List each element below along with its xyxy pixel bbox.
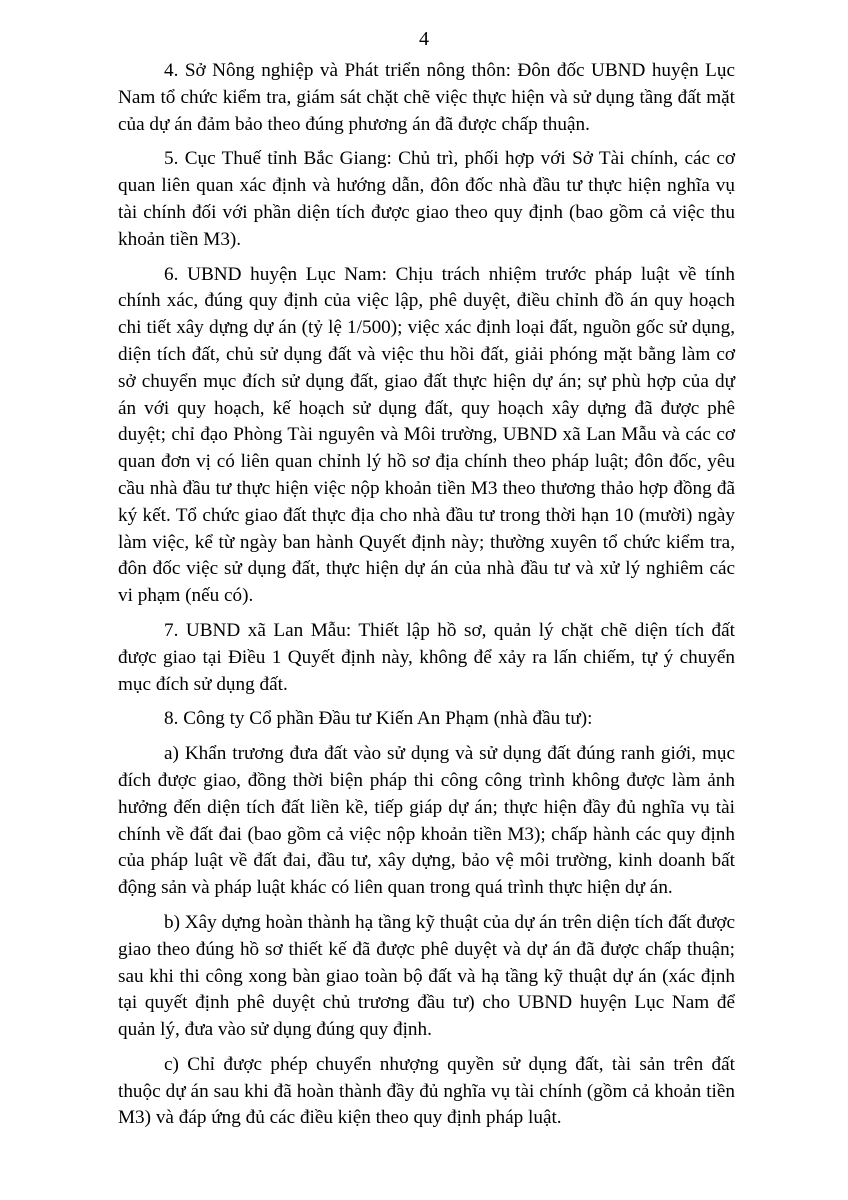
paragraph-section-4: 4. Sở Nông nghiệp và Phát triển nông thôn: Đôn đốc UBND huyện Lục Nam tổ chức kiểm tra, giám sát chặt chẽ việc thực hiện và sử dụng tầng đất mặt của dự án đảm bảo theo đúng phương án đã được chấp thuận. bbox=[118, 60, 735, 135]
paragraph-section-8-heading: 8. Công ty Cổ phần Đầu tư Kiến An Phạm (nhà đầu tư): bbox=[164, 708, 593, 730]
paragraph-section-8b: b) Xây dựng hoàn thành hạ tầng kỹ thuật của dự án trên diện tích đất được giao theo đúng hồ sơ thiết kế đã được phê duyệt và dự án đã được chấp thuận; sau khi thi công xong bàn giao toàn bộ đất và hạ tầng kỹ thuật dự án (xác định tại quyết định phê duyệt chủ trương đầu tư) cho UBND huyện Lục Nam để quản lý, đưa vào sử dụng đúng quy định. bbox=[118, 911, 735, 1041]
page-number: 4 bbox=[419, 28, 429, 50]
paragraph-section-8a: a) Khẩn trương đưa đất vào sử dụng và sử dụng đất đúng ranh giới, mục đích được giao, đồng thời biện pháp thi công công trình không được làm ảnh hưởng đến diện tích đất liền kề, tiếp giáp dự án; thực hiện đầy đủ nghĩa vụ tài chính về đất đai (bao gồm cả việc nộp khoản tiền M3); chấp hành các quy định của pháp luật về đất đai, đầu tư, xây dựng, bảo vệ môi trường, kinh doanh bất động sản và pháp luật khác có liên quan trong quá trình thực hiện dự án. bbox=[118, 743, 735, 899]
paragraph-section-6: 6. UBND huyện Lục Nam: Chịu trách nhiệm trước pháp luật về tính chính xác, đúng quy định của việc lập, phê duyệt, điều chỉnh đồ án quy hoạch chi tiết xây dựng dự án (tỷ lệ 1/500); việc xác định loại đất, nguồn gốc sử dụng, diện tích đất, chủ sử dụng đất và việc thu hồi đất, giải phóng mặt bằng làm cơ sở chuyển mục đích sử dụng đất, giao đất thực hiện dự án; sự phù hợp của dự án với quy hoạch, kế hoạch sử dụng đất, quy hoạch xây dựng đã được phê duyệt; chỉ đạo Phòng Tài nguyên và Môi trường, UBND xã Lan Mẫu và các cơ quan đơn vị có liên quan chỉnh lý hồ sơ địa chính theo pháp luật; đôn đốc, yêu cầu nhà đầu tư thực hiện việc nộp khoản tiền M3 theo thương thảo hợp đồng đã ký kết. Tổ chức giao đất thực địa cho nhà đầu tư trong thời hạn 10 (mười) ngày làm việc, kể từ ngày ban hành Quyết định này; thường xuyên tổ chức kiểm tra, đôn đốc việc sử dụng đất, thực hiện dự án của nhà đầu tư và xử lý nghiêm các vi phạm (nếu có). bbox=[118, 263, 735, 607]
paragraph-section-5: 5. Cục Thuế tỉnh Bắc Giang: Chủ trì, phối hợp với Sở Tài chính, các cơ quan liên quan xác định và hướng dẫn, đôn đốc nhà đầu tư thực hiện nghĩa vụ tài chính đối với phần diện tích được giao theo quy định (bao gồm cả việc thu khoản tiền M3). bbox=[118, 148, 735, 250]
paragraph-section-8c: c) Chỉ được phép chuyển nhượng quyền sử dụng đất, tài sản trên đất thuộc dự án sau khi đã hoàn thành đầy đủ nghĩa vụ tài chính (gồm cả khoản tiền M3) và đáp ứng đủ các điều kiện theo quy định pháp luật. bbox=[118, 1053, 735, 1129]
paragraph-section-7: 7. UBND xã Lan Mẫu: Thiết lập hồ sơ, quản lý chặt chẽ diện tích đất được giao tại Điều 1 Quyết định này, không để xảy ra lấn chiếm, tự ý chuyển mục đích sử dụng đất. bbox=[118, 619, 735, 695]
document-body bbox=[118, 58, 735, 1140]
